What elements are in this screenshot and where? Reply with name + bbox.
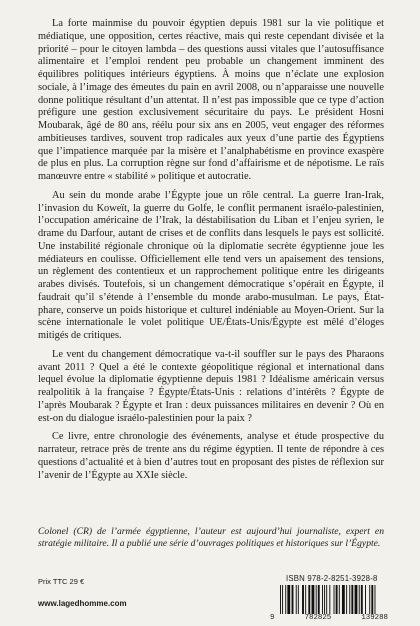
isbn: ISBN 978-2-8251-3928-8 (286, 574, 378, 583)
barcode-digits (270, 614, 388, 622)
barcode-digit-group-3: 139288 (361, 614, 388, 622)
barcode-digit-group-1: 9 (270, 614, 275, 622)
author-bio: Colonel (CR) de l’armée égyptienne, l’auteur est aujourd’hui journaliste, expert en stratégie militaire. Il a publié une série d’ouvrages politiques et historiques sur l’Égypte. (38, 526, 384, 549)
barcode-digit-group-2: 782825 (304, 614, 332, 622)
blurb (38, 18, 384, 482)
blurb-paragraph-3: Le vent du changement démocratique va-t-il souffler sur le pays des Pharaons avant 2011 ? Quel a été le contexte géopolitique régional et international dans lequel évolue la diplomatie égyptienne depuis 1981 ? Idéalisme américain versus realpolitik à la française ? Égypte/États-Unis : relations d’intérêts ? Égypte de l’après Moubarak ? Égypte et Iran : deux puissances militaires en devenir ? Où en est-on du dialogue israélo-palestinien pour la paix ? (38, 348, 384, 424)
price: Prix TTC 29 € (38, 577, 85, 586)
blurb-paragraph-1: La forte mainmise du pouvoir égyptien depuis 1981 sur la vie politique et médiatique, une opposition, certes réactive, mais qui reste cependant divisée et la priorité – pour le citoyen lambda – des questions aussi vitales que l’autosuffisance alimentaire et l’emploi rendent peu probable un changement imminent des équilibres politiques intérieurs égyptiens. À moins que n’éclate une explosion sociale, à l’image des émeutes du pain en avril 2008, ou n’apparaisse une nouvelle donne politique résultant d’un attentat. Il n’est pas impossible que ce type d’action préfigure une gestion exclusivement sécuritaire du pays. Le président Hosni Moubarak, âgé de 80 ans, réélu pour six ans en 2005, veut engager des réformes ambitieuses tardives, souvent trop radicales aux yeux d’une partie des Égyptiens que l’impatience marquée par la misère et l’analphabétisme en province exaspère de plus en plus. La corruption règne sur fond d’affairisme et de népotisme. Le raïs manœuvre entre « stabilité » politique et autocratie. (38, 18, 384, 182)
blurb-paragraph-4: Ce livre, entre chronologie des événements, analyse et étude prospective du narrateur, retrace près de trente ans du régime égyptien. Il tente de répondre à ces questions d’actualité et à bien d’autres tout en proposant des pistes de réflexion sur l’avenir de l’Égypte au XXIe siècle. (38, 431, 384, 481)
publisher-website: www.lagedhomme.com (38, 599, 127, 608)
blurb-paragraph-2: Au sein du monde arabe l’Égypte joue un rôle central. La guerre Iran-Irak, l’invasion du Koweït, la guerre du Golfe, le conflit permanent israélo-palestinien, l’occupation américaine de l’Irak, la déstabilisation du Liban et l’enjeu syrien, le drame du Darfour, autant de crises et de conflits dans lesquels le pays est sollicité. Une instabilité régionale chronique où la diplomatie secrète égyptienne joue les médiateurs en coulisse. Officiellement elle tend vers un apaisement des tensions, un règlement des contentieux et un rapprochement politique entre les dirigeants arabes divisés. Toutefois, si un changement démocratique s’opérait en Égypte, il faudrait qu’il s’étende à l’ensemble du monde arabo-musulman. Le pays, État-phare, conserve un poids historique et culturel indéniable au Moyen-Orient. Sur la scène internationale le volet politique UE/États-Unis/Égypte est mêlé d’éloges mitigés de critiques. (38, 189, 384, 341)
